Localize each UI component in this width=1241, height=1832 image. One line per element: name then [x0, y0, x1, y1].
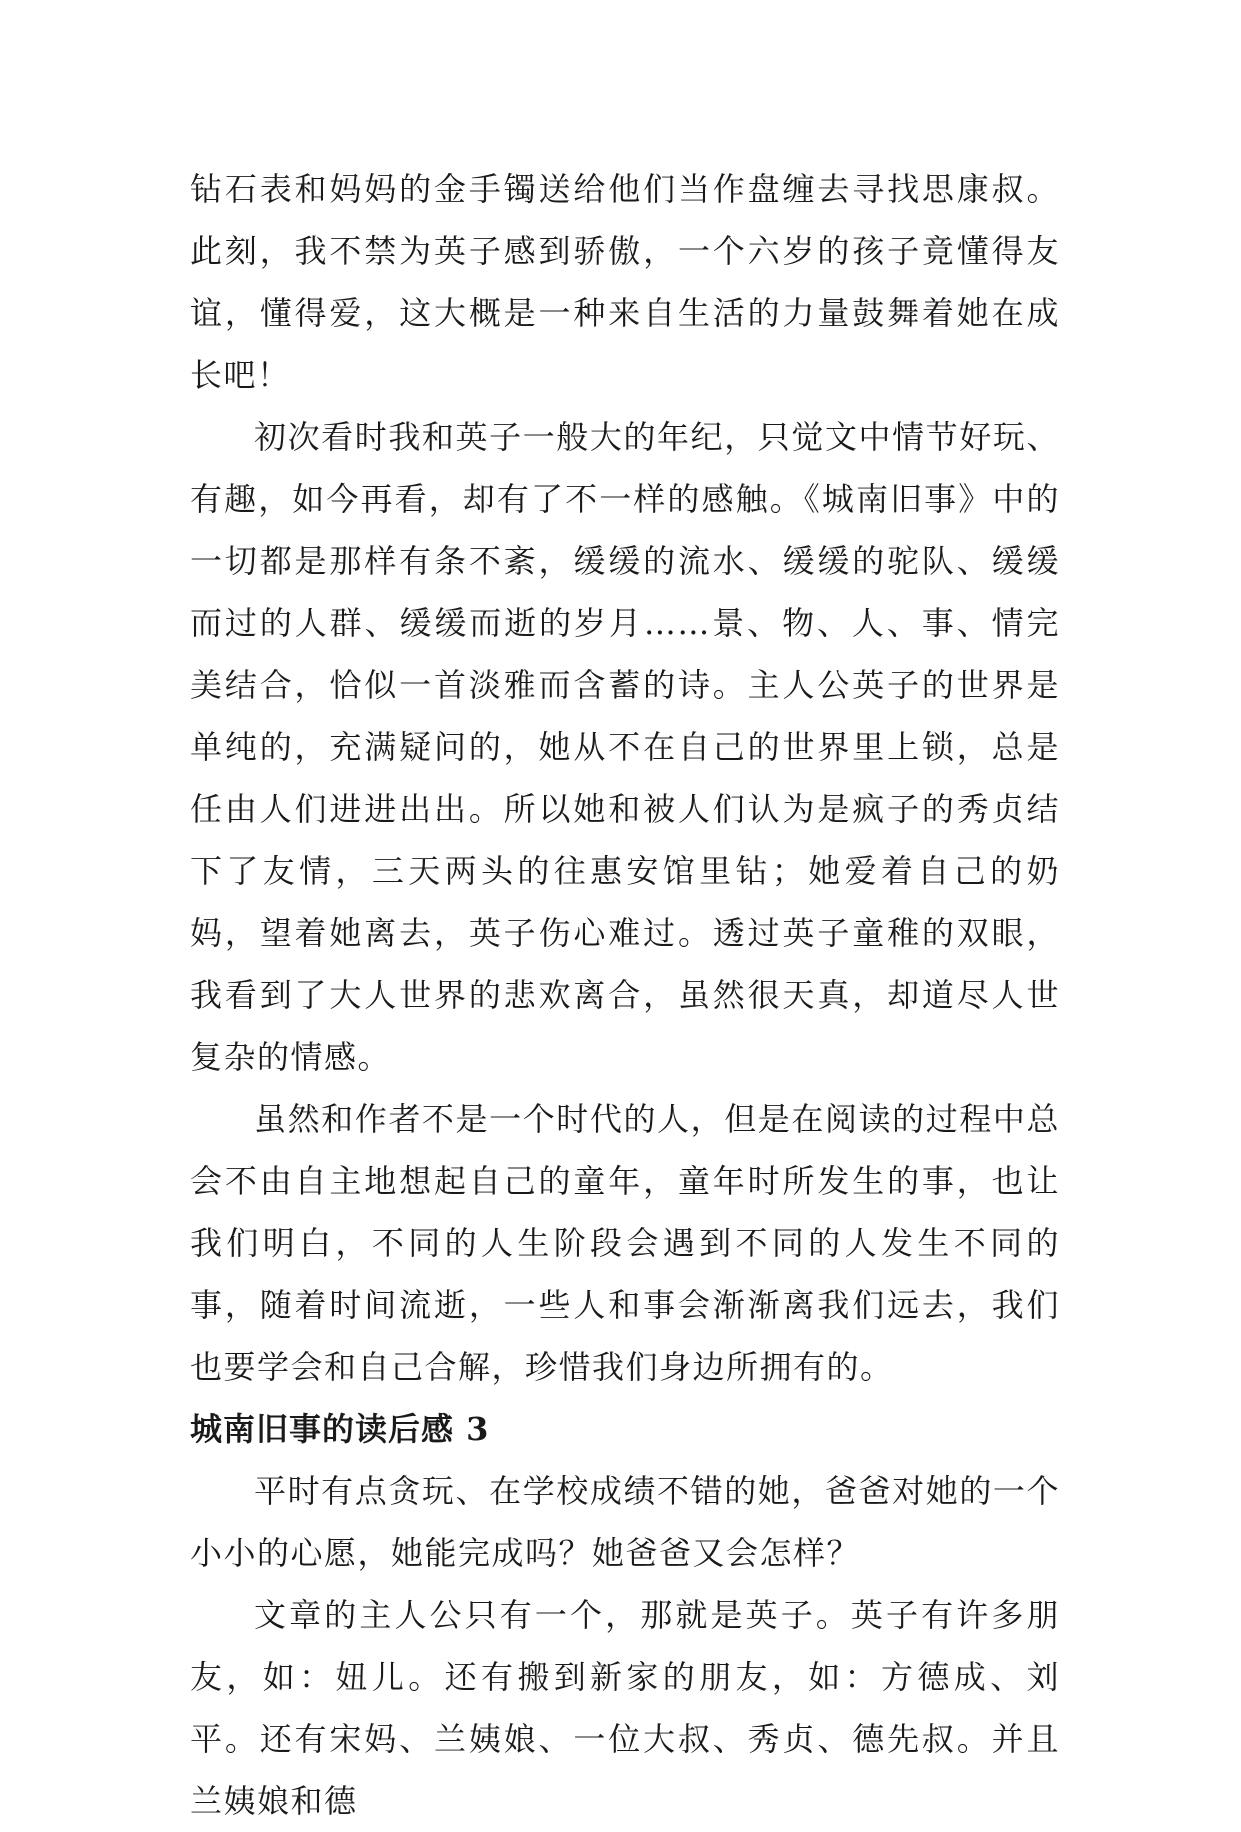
paragraph: 虽然和作者不是一个时代的人，但是在阅读的过程中总会不由自主地想起自己的童年，童年时所发生的事，也让我们明白，不同的人生阶段会遇到不同的人发生不同的事，随着时间流逝，一些人和事会渐渐离我们远去，我们也要学会和自己合解，珍惜我们身边所拥有的。	[190, 1100, 1060, 1386]
paragraph: 初次看时我和英子一般大的年纪，只觉文中情节好玩、有趣，如今再看，却有了不一样的感触。《城南旧事》中的一切都是那样有条不紊，缓缓的流水、缓缓的驼队、缓缓而过的人群、缓缓而逝的岁月……景、物、人、事、情完美结合，恰似一首淡雅而含蓄的诗。主人公英子的世界是单纯的，充满疑问的，她从不在自己的世界里上锁，总是任由人们进进出出。所以她和被人们认为是疯子的秀贞结下了友情，三天两头的往惠安馆里钻；她爱着自己的奶妈，望着她离去，英子伤心难过。透过英子童稚的双眼，我看到了大人世界的悲欢离合，虽然很天真，却道尽人世复杂的情感。	[190, 418, 1060, 1076]
paragraph: 文章的主人公只有一个，那就是英子。英子有许多朋友，如：妞儿。还有搬到新家的朋友，如：方德成、刘平。还有宋妈、兰姨娘、一位大叔、秀贞、德先叔。并且兰姨娘和德	[190, 1596, 1060, 1820]
document-page	[190, 158, 1060, 1832]
paragraph: 平时有点贪玩、在学校成绩不错的她，爸爸对她的一个小小的心愿，她能完成吗？她爸爸又会怎样？	[190, 1472, 1060, 1572]
paragraph-continued: 钻石表和妈妈的金手镯送给他们当作盘缠去寻找思康叔。此刻，我不禁为英子感到骄傲，一个六岁的孩子竟懂得友谊，懂得爱，这大概是一种来自生活的力量鼓舞着她在成长吧！	[190, 170, 1060, 394]
section-heading: 城南旧事的读后感 3	[190, 1410, 490, 1448]
